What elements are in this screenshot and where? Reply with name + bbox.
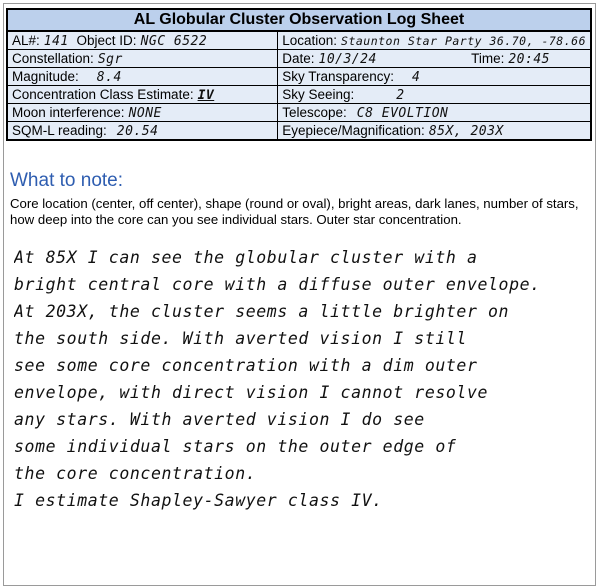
note-line: the core concentration. — [14, 464, 257, 483]
transparency-value[interactable]: 4 — [412, 69, 421, 85]
note-line: envelope, with direct vision I cannot resolve — [14, 383, 489, 402]
seeing-value[interactable]: 2 — [396, 87, 405, 103]
magnitude-cell — [7, 68, 278, 86]
concentration-label: Concentration Class Estimate: — [12, 86, 194, 102]
concentration-value[interactable]: IV — [197, 87, 215, 103]
note-line: see some core concentration with a dim outer — [14, 356, 478, 375]
note-line: bright central core with a diffuse outer envelope. — [14, 275, 541, 294]
note-line: the south side. With averted vision I still — [14, 329, 467, 348]
note-line: any stars. With averted vision I do see — [14, 410, 425, 429]
moon-label: Moon interference: — [12, 104, 125, 120]
what-to-note-instructions: Core location (center, off center), shape (round or oval), bright areas, dark lanes, number of stars, how deep into the core can you see individual stars. Outer star concentration. — [10, 196, 579, 227]
telescope-value[interactable]: C8 EVOLTION — [356, 105, 449, 121]
sheet-title: AL Globular Cluster Observation Log Sheet — [7, 9, 591, 31]
time-label: Time: — [471, 50, 505, 66]
date-value[interactable]: 10/3/24 — [318, 51, 377, 67]
object-label: Object ID: — [76, 32, 137, 48]
constellation-label: Constellation: — [12, 50, 94, 66]
sqm-cell — [7, 122, 278, 141]
al-value[interactable]: 141 — [43, 33, 69, 49]
transparency-label: Sky Transparency: — [282, 68, 395, 84]
concentration-cell — [7, 86, 278, 104]
date-label: Date: — [282, 50, 315, 66]
telescope-cell — [278, 104, 591, 122]
moon-cell — [7, 104, 278, 122]
what-to-note-heading: What to note: — [10, 170, 124, 191]
eyepiece-value[interactable]: 85X, 203X — [428, 123, 504, 139]
note-line: At 85X I can see the globular cluster with a — [14, 248, 478, 267]
moon-value[interactable]: NONE — [128, 105, 162, 121]
eyepiece-cell — [278, 122, 591, 141]
transparency-cell — [278, 68, 591, 86]
observation-log-table — [6, 8, 592, 141]
seeing-label: Sky Seeing: — [282, 86, 355, 102]
sqm-value[interactable]: 20.54 — [116, 123, 159, 139]
constellation-cell — [7, 50, 278, 68]
telescope-label: Telescope: — [282, 104, 347, 120]
location-label: Location: — [282, 33, 338, 48]
seeing-cell — [278, 86, 591, 104]
sqm-label: SQM-L reading: — [12, 122, 107, 138]
eyepiece-label: Eyepiece/Magnification: — [282, 122, 425, 138]
object-value[interactable]: NGC 6522 — [140, 33, 208, 49]
magnitude-value[interactable]: 8.4 — [96, 69, 122, 85]
al-object-cell — [7, 31, 278, 50]
note-line: I estimate Shapley-Sawyer class IV. — [14, 491, 383, 510]
magnitude-label: Magnitude: — [12, 68, 79, 84]
date-time-cell — [278, 50, 591, 68]
al-label: AL#: — [12, 32, 40, 48]
location-value[interactable]: Staunton Star Party 36.70, -78.66 — [341, 34, 586, 48]
note-line: some individual stars on the outer edge of — [14, 437, 457, 456]
observation-notes[interactable] — [14, 244, 589, 514]
note-line: At 203X, the cluster seems a little brighter on — [14, 302, 510, 321]
constellation-value[interactable]: Sgr — [97, 51, 123, 67]
time-value[interactable]: 20:45 — [508, 51, 550, 67]
location-cell — [278, 31, 591, 50]
